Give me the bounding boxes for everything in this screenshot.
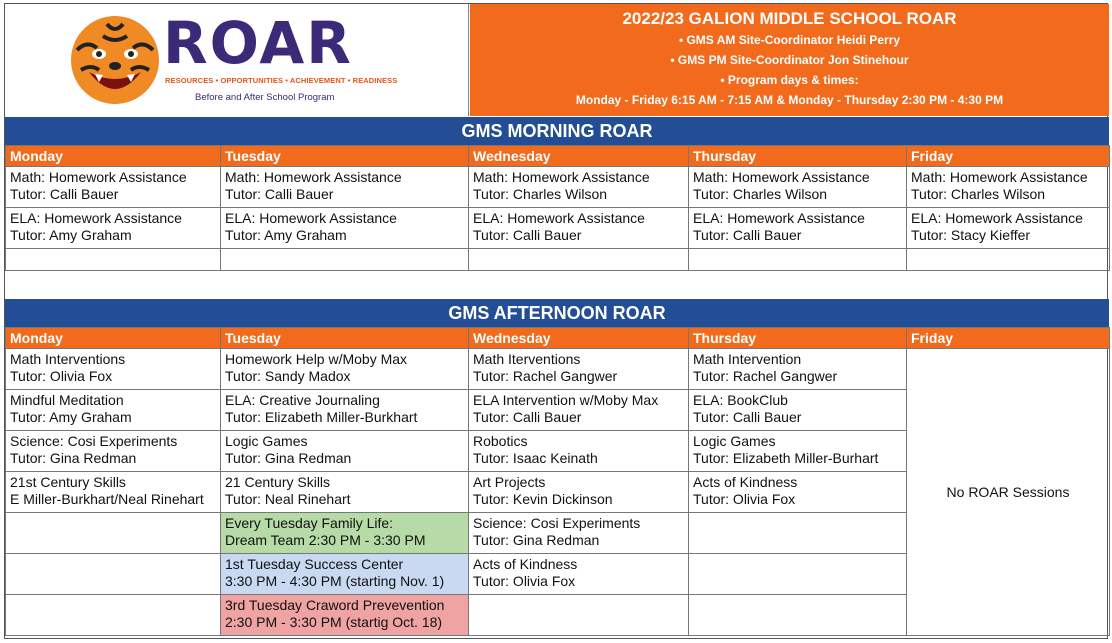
session-cell: ELA: Homework Assistance Tutor: Amy Graham (6, 208, 221, 249)
table-row (6, 249, 1110, 271)
day-header: Friday (907, 328, 1110, 349)
session-cell: ELA: Homework Assistance Tutor: Calli Bauer (469, 208, 689, 249)
empty-cell (689, 554, 907, 595)
afternoon-header-row (6, 328, 1110, 349)
morning-table (5, 145, 1110, 271)
schedule-sheet (4, 3, 1108, 639)
program-times: Monday - Friday 6:15 AM - 7:15 AM & Monday - Thursday 2:30 PM - 4:30 PM (575, 93, 1004, 107)
session-cell: Math: Homework Assistance Tutor: Charles Wilson (907, 167, 1110, 208)
table-row (6, 167, 1110, 208)
session-cell: Art Projects Tutor: Kevin Dickinson (469, 472, 689, 513)
session-cell: Logic Games Tutor: Gina Redman (221, 431, 469, 472)
success-center-cell: 1st Tuesday Success Center 3:30 PM - 4:30 PM (starting Nov. 1) (221, 554, 469, 595)
logo (5, 4, 469, 116)
session-cell: Acts of Kindness Tutor: Olivia Fox (689, 472, 907, 513)
session-cell: Math Interventions Tutor: Olivia Fox (6, 349, 221, 390)
session-cell: Mindful Meditation Tutor: Amy Graham (6, 390, 221, 431)
page-title: 2022/23 GALION MIDDLE SCHOOL ROAR (622, 9, 957, 28)
empty-cell (689, 249, 907, 271)
day-header: Wednesday (469, 328, 689, 349)
day-header: Tuesday (221, 146, 469, 167)
family-life-cell: Every Tuesday Family Life: Dream Team 2:30 PM - 3:30 PM (221, 513, 469, 554)
empty-cell (6, 554, 221, 595)
session-cell: ELA: Homework Assistance Tutor: Calli Bauer (689, 208, 907, 249)
day-header: Monday (6, 146, 221, 167)
empty-cell (907, 249, 1110, 271)
logo-subtitle: Before and After School Program (195, 92, 335, 103)
empty-cell (689, 513, 907, 554)
table-row (6, 208, 1110, 249)
empty-cell (6, 249, 221, 271)
empty-cell (6, 595, 221, 636)
friday-no-sessions: No ROAR Sessions (907, 349, 1110, 636)
empty-cell (469, 249, 689, 271)
day-header: Friday (907, 146, 1110, 167)
tiger-mascot-icon (67, 10, 163, 108)
session-cell: Math: Homework Assistance Tutor: Charles Wilson (469, 167, 689, 208)
afternoon-table (5, 327, 1110, 636)
prevention-cell: 3rd Tuesday Craword Prevevention 2:30 PM - 3:30 PM (startig Oct. 18) (221, 595, 469, 636)
session-cell: Homework Help w/Moby Max Tutor: Sandy Madox (221, 349, 469, 390)
session-cell: Science: Cosi Experiments Tutor: Gina Redman (6, 431, 221, 472)
pm-coordinator: • GMS PM Site-Coordinator Jon Stinehour (670, 53, 909, 67)
header (5, 4, 1109, 116)
program-days-label: • Program days & times: (720, 73, 859, 87)
empty-cell (221, 249, 469, 271)
session-cell: 21st Century Skills E Miller-Burkhart/Neal Rinehart (6, 472, 221, 513)
session-cell: Robotics Tutor: Isaac Keinath (469, 431, 689, 472)
session-cell: Math Intervention Tutor: Rachel Gangwer (689, 349, 907, 390)
day-header: Thursday (689, 328, 907, 349)
session-cell: Math: Homework Assistance Tutor: Charles Wilson (689, 167, 907, 208)
empty-cell (469, 595, 689, 636)
session-cell: Acts of Kindness Tutor: Olivia Fox (469, 554, 689, 595)
logo-tagline: RESOURCES • OPPORTUNITIES • ACHIEVEMENT • READINESS (165, 76, 398, 85)
session-cell: Math Iterventions Tutor: Rachel Gangwer (469, 349, 689, 390)
session-cell: Logic Games Tutor: Elizabeth Miller-Burhart (689, 431, 907, 472)
morning-section-title: GMS MORNING ROAR (5, 117, 1109, 145)
empty-cell (689, 595, 907, 636)
day-header: Wednesday (469, 146, 689, 167)
table-row (6, 349, 1110, 390)
am-coordinator: • GMS AM Site-Coordinator Heidi Perry (678, 33, 901, 47)
session-cell: ELA: Homework Assistance Tutor: Stacy Kieffer (907, 208, 1110, 249)
session-cell: ELA: BookClub Tutor: Calli Bauer (689, 390, 907, 431)
program-info (470, 4, 1109, 116)
session-cell: Science: Cosi Experiments Tutor: Gina Redman (469, 513, 689, 554)
session-cell: ELA Intervention w/Moby Max Tutor: Calli Bauer (469, 390, 689, 431)
session-cell: Math: Homework Assistance Tutor: Calli Bauer (221, 167, 469, 208)
afternoon-section-title: GMS AFTERNOON ROAR (5, 299, 1109, 327)
day-header: Thursday (689, 146, 907, 167)
empty-cell (6, 513, 221, 554)
day-header: Tuesday (221, 328, 469, 349)
session-cell: ELA: Creative Journaling Tutor: Elizabeth Miller-Burkhart (221, 390, 469, 431)
morning-header-row (6, 146, 1110, 167)
logo-wordmark: ROAR (163, 9, 353, 77)
session-cell: ELA: Homework Assistance Tutor: Amy Graham (221, 208, 469, 249)
session-cell: Math: Homework Assistance Tutor: Calli Bauer (6, 167, 221, 208)
day-header: Monday (6, 328, 221, 349)
session-cell: 21 Century Skills Tutor: Neal Rinehart (221, 472, 469, 513)
